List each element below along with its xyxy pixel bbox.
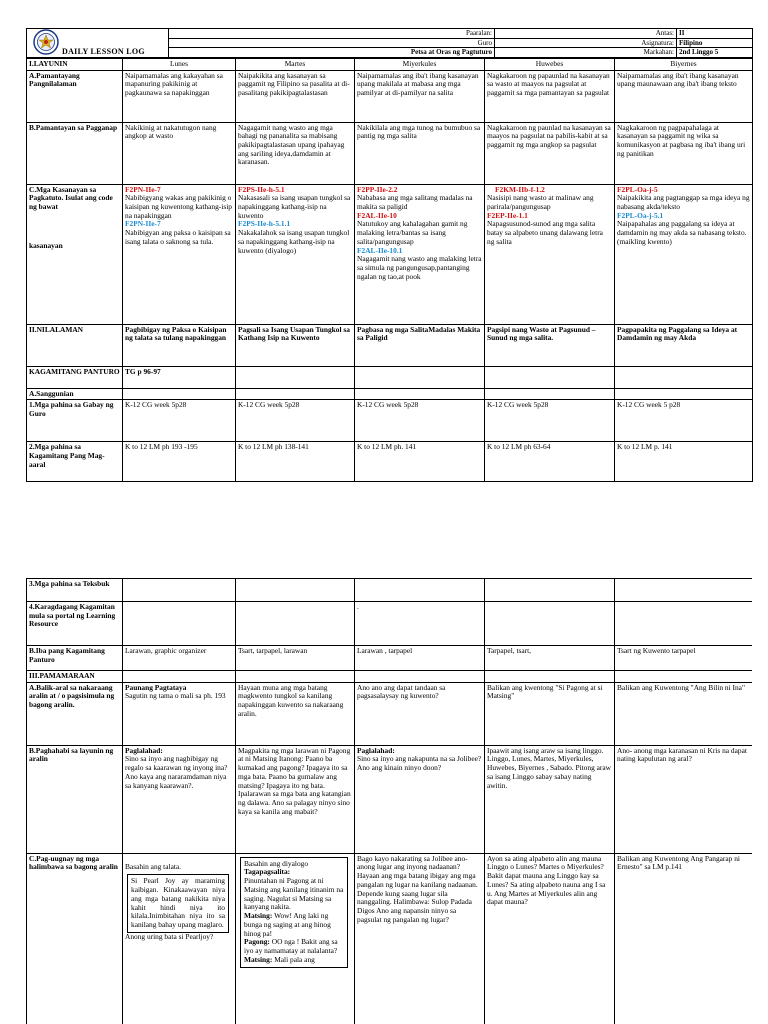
cell-huwebes: Pagsipi nang Wasto at Pagsunud –Sunud ng mga salita. (485, 324, 615, 366)
cell-martes: Naipakikita ang kasanayan sa paggamit ng Filipino sa pasalita at di-pasalitang pakikipagtalastasan (236, 70, 355, 122)
cell-huwebes: Ipaawit ang isang araw sa isang linggo. Linggo, Lunes, Martes, Miyerkules, Huwebes, Biyernes , Sabado. Pitong araw sa isang Linggo sabay sabay nating awitin. (485, 745, 615, 853)
cell-lunes: TG p 96-97 (123, 366, 236, 388)
competency-text: Nasisipi nang wasto at malinaw ang parirala/pangungusap (487, 193, 594, 211)
row-paghahabi (27, 745, 753, 853)
cell-biyernes: Balikan ang Kuwentong "Ang Bilin ni Ina" (615, 682, 753, 745)
cell-martes (236, 184, 355, 324)
lesson-log-page-1 (26, 28, 752, 515)
row-iba-pang-kagamitan (27, 646, 753, 671)
cell-biyernes: Pagpapakita ng Paggalang sa Ideya at Damdamin ng may Akda (615, 324, 753, 366)
section-layunin: I.LAYUNIN (27, 58, 123, 70)
cell-biyernes (615, 366, 753, 388)
quarter-value: 2nd Linggo 5 (677, 48, 753, 58)
cell-lunes (123, 745, 236, 853)
dialogue-role: Tagapagsalita: (244, 867, 291, 877)
cell-text: Sino sa inyo ang nagbibigay ng regalo sa kaarawan ng inyong ina? Ano kaya ang nararamdaman niya sa kanyang kaarawan?. (125, 754, 228, 790)
row-label: A.Pamantayang Pangnilalaman (27, 70, 123, 122)
competency-text: Nakakalahok sa isang usapan tungkol sa napakinggang kathang-isip na kuwento (diyalogo) (238, 228, 350, 255)
cell-intro: Basahin ang talata. (125, 861, 182, 871)
competency-code: F2KM-IIb-f-1.2 (495, 184, 545, 194)
cell-lunes (123, 853, 236, 1024)
competency-text: Natutukoy ang kahalagahan gamit ng malaking letra/bantas sa isang salita/pangungusap (357, 219, 468, 246)
competency-code: F2EP-IIe-1.1 (487, 210, 528, 220)
lesson-log-page-2 (26, 578, 752, 1024)
reading-passage-box: Si Pearl Joy ay maraming kaibigan. Kinakaawayan niya ang mga batang nakikita niya kahit hindi niya ito kilala.Inimbitahan niya ito sa kanilang bahay upang maglaro. (127, 874, 229, 932)
cell-martes: K to 12 LM ph 138-141 (236, 442, 355, 482)
cell-biyernes (615, 184, 753, 324)
cell-miyerkules: Larawan , tarpapel (355, 646, 485, 671)
row-teksbuk (27, 579, 753, 602)
cell-miyerkules: Nakikilala ang mga tunog na bumubuo sa pantig ng mga salita (355, 122, 485, 184)
cell-huwebes (485, 366, 615, 388)
competency-text: Nababasa ang mga salitang madalas na makita sa paligid (357, 193, 473, 211)
cell-lunes: Naipamamalas ang kakayahan sa mapanuring pakikinig at pagkaunawa sa napakinggan (123, 70, 236, 122)
row-nilalaman (27, 324, 753, 366)
cell-biyernes: Tsart ng Kuwento tarpapel (615, 646, 753, 671)
row-label: B.Paghahabi sa layunin ng aralin (27, 745, 123, 853)
day-martes: Martes (236, 58, 355, 70)
cell-lunes: Larawan, graphic organizer (123, 646, 236, 671)
cell-martes: Magpakita ng mga larawan ni Pagong at ni Matsing Itanong: Paano ba kumakad ang pagong? Ipagaya ito sa mga bata. Paano ba gumalaw ang matsing? Ipagaya ito ng bata. Ipalarawan sa mga bata ang katangian ng dalawa. Ano sa palagay ninyo sino kaya sa kanila ang mabait? (236, 745, 355, 853)
subject-value: Filipino (677, 38, 753, 48)
cell-lunes: K-12 CG week 5p28 (123, 400, 236, 442)
cell-huwebes: Balikan ang kwentong "Si Pagong at si Matsing" (485, 682, 615, 745)
subject-label: Asignatura: (495, 38, 677, 48)
competency-text: Napagsusunod-sunod ang mga salita batay sa alpabeto unang dalawang letra ng salita (487, 219, 603, 246)
competency-code: F2PL-Oa-j-5 (617, 184, 658, 194)
day-miyerkules: Miyerkules (355, 58, 485, 70)
dialogue-line: Matsing: Wow! Ang laki ng bunga ng saging at ang hinog hinog pa! (244, 911, 331, 938)
cell-huwebes: K to 12 LM ph 63-64 (485, 442, 615, 482)
day-biyernes: Biyernes (615, 58, 753, 70)
cell-miyerkules (355, 366, 485, 388)
row-kagamitang-panturo (27, 366, 753, 388)
logo-title-cell (27, 29, 169, 58)
cell-heading: Paunang Pagtataya (125, 682, 187, 692)
cell-huwebes: Nagkakaroon ng papaunlad na kasanayan sa wasto at maayos na pagsulat at paggamit sa mga pamantayan sa pagsulat (485, 70, 615, 122)
cell-lunes: K to 12 LM ph 193 -195 (123, 442, 236, 482)
dialogue-narration: Pinuntahan ni Pagong at ni Matsing ang kanilang itinanim na saging. Nagulat si Matsing sa kanyang nakita. (244, 876, 344, 912)
dialogue-line: Pagong: OO nga ! Bakit ang sa iyo ay namamatay at nalalanta? (244, 937, 338, 956)
cell-lunes (123, 184, 236, 324)
days-header-row (27, 58, 753, 70)
section-nilalaman: II.NILALAMAN (27, 324, 123, 366)
cell-martes: Hayaan muna ang mga batang magkwento tungkol sa kanilang napakinggan kuwento sa nakaraang aralin. (236, 682, 355, 745)
dialogue-box (240, 857, 348, 968)
competency-code: F2PL-Oa-j-5.1 (617, 210, 664, 220)
competency-code: F2PS-IIe-h-5.1 (238, 184, 285, 194)
competency-code: F2PN-IIe-7 (125, 184, 161, 194)
competency-text: Nabibigyan ang paksa o kaisipan sa isang talata o saknong sa tula. (125, 228, 231, 246)
row-label: 1.Mga pahina sa Gabay ng Guro (27, 400, 123, 442)
cell-martes: Pagsali sa Isang Usapan Tungkol sa Kathang Isip na Kuwento (236, 324, 355, 366)
competency-text: Naipapahalas ang paggalang sa ideya at damdamin ng may akda sa nabasang teksto.(maikling kwento) (617, 219, 747, 246)
section-kagamitan: KAGAMITANG PANTURO (27, 366, 123, 388)
cell-martes: Tsart, tarpapel, larawan (236, 646, 355, 671)
row-pamantayan-sa-pagganap (27, 122, 753, 184)
cell-biyernes: Balikan ang Kuwentong Ang Pangarap ni Ernesto" sa LM p.141 (615, 853, 753, 1024)
grade-value: II (677, 29, 753, 39)
grade-label: Antas: (495, 29, 677, 39)
school-label: Paaralan: (169, 29, 495, 39)
quarter-label: Markahan: (495, 48, 677, 58)
deped-seal-icon (33, 29, 59, 55)
cell-biyernes: K to 12 LM p. 141 (615, 442, 753, 482)
cell-miyerkules: Naipamamalas ang iba't ibang kasanayan upang makilala at mabasa ang mga pamilyar at di-pamilyar na salita (355, 70, 485, 122)
dialogue-intro: Basahin ang diyalogo (244, 858, 309, 868)
cell-miyerkules: Bago kayo nakarating sa Jolibee ano-anong lugar ang inyong nadaanan? Hayaan ang mga batang ibigay ang mga pangalan ng lugar na kanilang nadaanan. Depende kung saang lugar sila nanggaling. Halimbawa: Sulop Padada Digos Ano ang napansin ninyo sa pagsulat ng pangalan ng lugar? (355, 853, 485, 1024)
competency-code: F2PN-IIe-7 (125, 219, 161, 229)
cell-lunes: Pagbibigay ng Paksa o Kaisipan ng talata sa tulang napakinggan (123, 324, 236, 366)
lesson-table-top (26, 58, 753, 483)
cell-martes: K-12 CG week 5p28 (236, 400, 355, 442)
row-label-main: C.Mga Kasanayan sa Pagkatuto. Isulat ang code ng bawat (29, 184, 113, 211)
row-label: B.Pamantayan sa Pagganap (27, 122, 123, 184)
cell-biyernes: K-12 CG week 5 p28 (615, 400, 753, 442)
lesson-table-bottom (26, 578, 752, 1024)
section-sanggunian: A.Sanggunian (27, 388, 123, 400)
row-pamamaraan (27, 671, 753, 683)
cell-lunes: Nakikinig at nakatutugon nang angkop at wasto (123, 122, 236, 184)
cell-biyernes: Naipamamalas ang iba't ibang kasanayan upang maunawaan ang iba't ibang teksto (615, 70, 753, 122)
competency-code: F2AL-IIe-10 (357, 210, 397, 220)
row-label: 2.Mga pahina sa Kagamitang Pang Mag-aaral (27, 442, 123, 482)
cell-biyernes: Nagkakaroon ng pagpapahalaga at kasanayan sa paggamit ng wika sa komunikasyon at pagbasa ng iba't ibang uri ng panitikan (615, 122, 753, 184)
cell-biyernes: Ano- anong mga karanasan ni Kris na dapat nating kapulutan ng aral? (615, 745, 753, 853)
row-gabay-ng-guro (27, 400, 753, 442)
dialogue-line: Matsing: Mali pala ang (244, 954, 315, 964)
cell-text: Sagutin ng tama o mali sa ph. 193 (125, 691, 226, 701)
row-label: B.Iba pang Kagamitang Panturo (27, 646, 123, 671)
row-kasanayan-sa-pagkatuto (27, 184, 753, 324)
cell-miyerkules: K-12 CG week 5p28 (355, 400, 485, 442)
cell-miyerkules: K to 12 LM ph. 141 (355, 442, 485, 482)
day-huwebes: Huwebes (485, 58, 615, 70)
cell-miyerkules (355, 745, 485, 853)
cell-martes (236, 853, 355, 1024)
row-label-sub: kasanayan (29, 240, 63, 250)
cell-text: Sino sa inyo ang nakapunta na sa Jolibee? Ano ang kinain ninyo doon? (357, 754, 482, 773)
header-table (26, 28, 753, 58)
cell-huwebes: K-12 CG week 5p28 (485, 400, 615, 442)
day-lunes: Lunes (123, 58, 236, 70)
cell-heading: Paglalahad: (357, 745, 395, 755)
competency-code: F2PS-IIe-h-5.1.1 (238, 219, 291, 229)
competency-code: F2AL-IIe-10.1 (357, 245, 403, 255)
teacher-label: Guro (169, 38, 495, 48)
document-title: DAILY LESSON LOG (62, 47, 145, 57)
cell-huwebes: Nagkakaroon ng paunlad na kasanayan sa maayos na pagsulat na pabilis-kabit at sa paggamit ng mga angkop sa pagsulat (485, 122, 615, 184)
row-label: 4.Karagdagang Kagamitan mula sa portal ng Learning Resource (27, 602, 123, 646)
row-balik-aral (27, 682, 753, 745)
cell-martes (236, 366, 355, 388)
section-pamamaraan: III.PAMAMARAAN (27, 671, 123, 683)
competency-text: Nakasasali sa isang usapan tungkol sa napakinggang kathang-isip na kuwento (238, 193, 351, 220)
row-pag-uugnay (27, 853, 753, 1024)
cell-martes: Nagagamit nang wasto ang mga bahagi ng pananalita sa mabisang pakikipagtalastasan upang ipahayag ang sariling ideya,damdamin at karanasan. (236, 122, 355, 184)
cell-heading: Paglalahad: (125, 745, 163, 755)
cell-miyerkules: . (355, 602, 485, 646)
competency-text: Naipakikita ang pagtanggap sa mga ideya ng nabasang akda/teksto (617, 193, 750, 211)
cell-miyerkules: Pagbasa ng mga SalitaMadalas Makita sa Paligid (355, 324, 485, 366)
competency-text: Nagagamit nang wasto ang malaking letra sa simula ng pangungusap,pantanging ngalan ng tao,at pook (357, 254, 482, 281)
row-kagamitang-pang-mag-aaral (27, 442, 753, 482)
row-pamantayang-pangnilalaman (27, 70, 753, 122)
date-time-label: Petsa at Oras ng Pagtuturo (169, 48, 495, 58)
cell-miyerkules (355, 184, 485, 324)
cell-lunes (123, 682, 236, 745)
competency-text: Nabibigyang wakas ang pakikinig o kaisipan ng kuwentong kathang-isip na napakinggan (125, 193, 232, 220)
row-label: C.Pag-uugnay ng mga halimbawa sa bagong aralin (27, 853, 123, 1024)
cell-huwebes: Tarpapel, tsart, (485, 646, 615, 671)
cell-huwebes: Ayon sa ating alpabeto alin ang mauna Linggo o Lunes? Martes o Miyerkules? Bakit dapat mauna ang Linggo kay sa Lunes? Sa ating alpabeto nauna ang I sa u. Ang Martes at Miyerkules alin ang dapat mauna? (485, 853, 615, 1024)
cell-question: Anong uring bata si Pearljoy? (125, 931, 214, 941)
cell-huwebes (485, 184, 615, 324)
row-label: A.Balik-aral sa nakaraang aralin at / o pagsisimula ng bagong aralin. (27, 682, 123, 745)
row-label: 3.Mga pahina sa Teksbuk (27, 579, 123, 602)
row-sanggunian (27, 388, 753, 400)
cell-miyerkules: Ano ano ang dapat tandaan sa pagsasalaysay ng kuwento? (355, 682, 485, 745)
row-learning-resource (27, 602, 753, 646)
competency-code: F2PP-IIe-2.2 (357, 184, 398, 194)
row-label (27, 184, 123, 324)
